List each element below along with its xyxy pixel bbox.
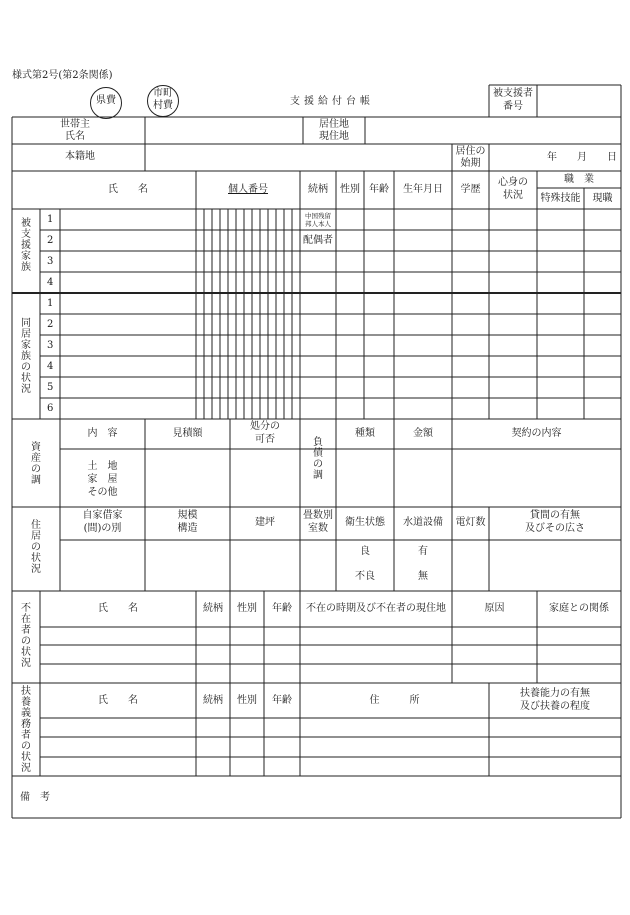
absentee-family-relation-header: 家庭との関係 <box>549 603 609 614</box>
col-relation: 続柄 <box>308 184 328 195</box>
supporter-section-label: 扶養義務者の状況 <box>21 686 31 774</box>
year-label: 年 <box>547 152 557 163</box>
family-row-number: 3 <box>47 256 54 267</box>
page-title: 支援給付台帳 <box>290 96 374 107</box>
col-name: 氏 名 <box>108 184 148 195</box>
absentee-age-header: 年齢 <box>272 603 292 614</box>
absentee-reason-header: 原因 <box>484 603 505 614</box>
municipal-expense-label-2: 村費 <box>153 100 173 111</box>
household-head-label-2: 氏名 <box>65 131 85 142</box>
housing-hygiene: 衛生状態 <box>345 517 385 528</box>
housing-floor-area: 建坪 <box>255 517 275 528</box>
housing-tatami-1: 畳数別 <box>303 510 333 521</box>
housing-rental-1: 貸間の有無 <box>530 510 580 521</box>
housing-tatami-2: 室数 <box>308 523 328 534</box>
residence-label-2: 現住地 <box>319 131 349 142</box>
family-row-number: 4 <box>47 277 54 288</box>
day-label: 日 <box>607 152 617 163</box>
absentee-period-place-header: 不在の時期及び不在者の現住地 <box>306 603 446 614</box>
supporter-ability-header-2: 及び扶養の程度 <box>520 701 590 712</box>
cohabitant-row-number: 1 <box>47 298 54 309</box>
asset-house: 家 屋 <box>87 474 118 485</box>
debt-contract-header: 契約の内容 <box>511 428 562 439</box>
household-head-label-1: 世帯主 <box>60 119 90 130</box>
cohabitant-section-label: 同居家族の状況 <box>21 318 31 395</box>
month-label: 月 <box>577 152 587 163</box>
form-number: 様式第2号(第2条関係) <box>12 70 113 81</box>
assets-estimate-header: 見積額 <box>172 428 203 439</box>
housing-scale-1: 規模 <box>177 510 198 521</box>
supporter-address-header: 住 所 <box>369 695 420 706</box>
supporter-relation-header: 続柄 <box>203 695 223 706</box>
cohabitant-row-number: 2 <box>47 319 54 330</box>
municipal-expense-label-1: 市町 <box>153 88 173 99</box>
water-absent: 無 <box>418 571 428 582</box>
debt-amount-header: 金額 <box>413 428 433 439</box>
prefecture-expense-label: 県費 <box>96 95 116 106</box>
housing-own-rent-2: (間)の別 <box>83 523 122 534</box>
col-health-1: 心身の <box>498 177 528 188</box>
residence-start-label-1: 居住の <box>455 146 486 157</box>
remarks-label: 備 考 <box>20 792 50 803</box>
cohabitant-row-number: 6 <box>47 403 54 414</box>
supporter-name-header: 氏 名 <box>98 695 138 706</box>
assets-disposable-header-1: 処分の <box>250 421 280 432</box>
hygiene-poor: 不良 <box>355 571 375 582</box>
water-present: 有 <box>418 546 428 557</box>
absentee-sex-header: 性別 <box>237 603 257 614</box>
recipient-number-label-2: 番号 <box>503 101 523 112</box>
absentee-name-header: 氏 名 <box>98 603 138 614</box>
cohabitant-row-number: 3 <box>47 340 54 351</box>
col-education: 学歴 <box>460 184 481 195</box>
housing-lights: 電灯数 <box>455 517 486 528</box>
col-current-job: 現職 <box>592 193 613 204</box>
debt-section-label: 負債の調 <box>313 437 323 481</box>
housing-rental-2: 及びその広さ <box>525 523 585 534</box>
col-special-skill: 特殊技能 <box>540 193 581 204</box>
hygiene-good: 良 <box>360 546 370 557</box>
col-id-number: 個人番号 <box>228 184 268 195</box>
assets-disposable-header-2: 可否 <box>255 434 275 445</box>
supporter-sex-header: 性別 <box>237 695 257 706</box>
family-row-number: 2 <box>47 235 54 246</box>
supporter-age-header: 年齢 <box>272 695 292 706</box>
cohabitant-row-number: 5 <box>47 382 54 393</box>
col-birthdate: 生年月日 <box>403 184 443 195</box>
cohabitant-row-number: 4 <box>47 361 54 372</box>
housing-water: 水道設備 <box>403 517 443 528</box>
row1-relation-2: 邦人本人 <box>305 220 331 228</box>
asset-land: 土 地 <box>87 461 118 472</box>
assets-content-header: 内 容 <box>87 428 118 439</box>
col-sex: 性別 <box>340 184 360 195</box>
supporter-ability-header-1: 扶養能力の有無 <box>520 688 590 699</box>
row2-relation: 配偶者 <box>303 235 333 246</box>
recipient-number-label-1: 被支援者 <box>493 88 533 99</box>
col-occupation: 職 業 <box>564 174 594 185</box>
assets-section-label: 資産の調 <box>31 442 41 486</box>
housing-own-rent-1: 自家借家 <box>82 510 123 521</box>
col-age: 年齢 <box>369 184 389 195</box>
residence-label-1: 居住地 <box>319 119 349 130</box>
residence-start-label-2: 始期 <box>460 158 481 169</box>
asset-other: その他 <box>87 487 118 498</box>
absentee-section-label: 不在者の状況 <box>21 603 31 669</box>
absentee-relation-header: 続柄 <box>203 603 223 614</box>
domicile-label: 本籍地 <box>65 151 95 162</box>
debt-kind-header: 種類 <box>355 428 375 439</box>
family-section-label: 被支援家族 <box>21 218 31 273</box>
family-row-number: 1 <box>47 214 54 225</box>
housing-section-label: 住居の状況 <box>31 520 41 575</box>
housing-scale-2: 構造 <box>177 523 198 534</box>
col-health-2: 状況 <box>503 190 523 201</box>
row1-relation-1: 中国残留 <box>305 212 331 220</box>
